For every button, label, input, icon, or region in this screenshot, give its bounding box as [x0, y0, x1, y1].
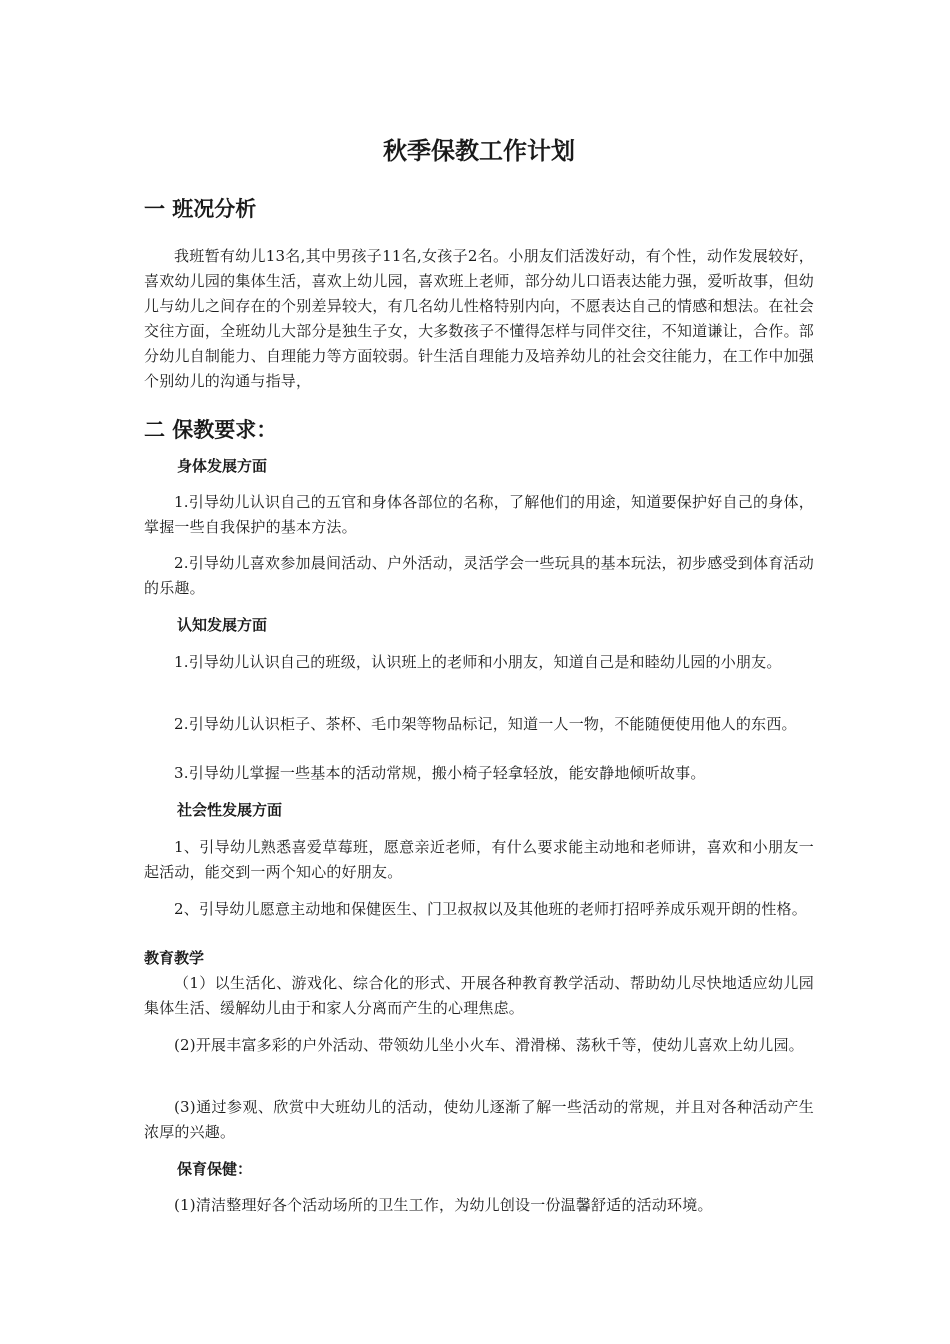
section-heading-requirements: 二 保教要求： — [144, 418, 278, 442]
subheading-social: 社会性发展方面 — [177, 801, 283, 819]
subheading-education: 教育教学 — [144, 949, 205, 967]
class-analysis-paragraph: 我班暂有幼儿13名,其中男孩子11名,女孩子2名。小朋友们活泼好动，有个性，动作发展较好，喜欢幼儿园的集体生活，喜欢上幼儿园，喜欢班上老师，部分幼儿口语表达能力强，爱听故事，但幼儿与幼儿之间存在的个别差异较大，有几名幼儿性格特别内向，不愿表达自己的情感和想法。在社会交往方面，全班幼儿大部分是独生子女，大多数孩子不懂得怎样与同伴交往，不知道谦让，合作。部分幼儿自制能力、自理能力等方面较弱。针生活自理能力及培养幼儿的社会交往能力，在工作中加强个别幼儿的沟通与指导， — [144, 247, 814, 390]
education-item-1: （1）以生活化、游戏化、综合化的形式、开展各种教育教学活动、帮助幼儿尽快地适应幼儿园集体生活、缓解幼儿由于和家人分离而产生的心理焦虑。 — [144, 974, 814, 1017]
cognitive-item-2: 2.引导幼儿认识柜子、茶杯、毛巾架等物品标记，知道一人一物，不能随便使用他人的东西。 — [174, 715, 797, 733]
physical-item-2: 2.引导幼儿喜欢参加晨间活动、户外活动，灵活学会一些玩具的基本玩法，初步感受到体育活动的乐趣。 — [144, 554, 814, 597]
subheading-cognitive: 认知发展方面 — [177, 616, 268, 634]
subheading-physical: 身体发展方面 — [177, 457, 268, 475]
care-item-1: (1)清洁整理好各个活动场所的卫生工作，为幼儿创设一份温馨舒适的活动环境。 — [174, 1196, 713, 1214]
education-item-2: (2)开展丰富多彩的户外活动、带领幼儿坐小火车、滑滑梯、荡秋千等，使幼儿喜欢上幼儿园。 — [174, 1036, 804, 1054]
cognitive-item-1: 1.引导幼儿认识自己的班级，认识班上的老师和小朋友，知道自己是和睦幼儿园的小朋友。 — [174, 653, 782, 671]
social-item-2: 2、引导幼儿愿意主动地和保健医生、门卫叔叔以及其他班的老师打招呼养成乐观开朗的性格。 — [174, 900, 807, 918]
social-item-1: 1、引导幼儿熟悉喜爱草莓班，愿意亲近老师，有什么要求能主动地和老师讲，喜欢和小朋友一起活动，能交到一两个知心的好朋友。 — [144, 838, 814, 881]
physical-item-1: 1.引导幼儿认识自己的五官和身体各部位的名称，了解他们的用途，知道要保护好自己的身体，掌握一些自我保护的基本方法。 — [144, 493, 814, 536]
education-item-3: (3)通过参观、欣赏中大班幼儿的活动，使幼儿逐渐了解一些活动的常规，并且对各种活动产生浓厚的兴趣。 — [144, 1098, 814, 1141]
cognitive-item-3: 3.引导幼儿掌握一些基本的活动常规，搬小椅子轻拿轻放，能安静地倾听故事。 — [174, 764, 706, 782]
subheading-care: 保育保健： — [177, 1160, 253, 1178]
section-heading-class-analysis: 一 班况分析 — [144, 197, 257, 221]
document-title: 秋季保教工作计划 — [383, 137, 575, 165]
